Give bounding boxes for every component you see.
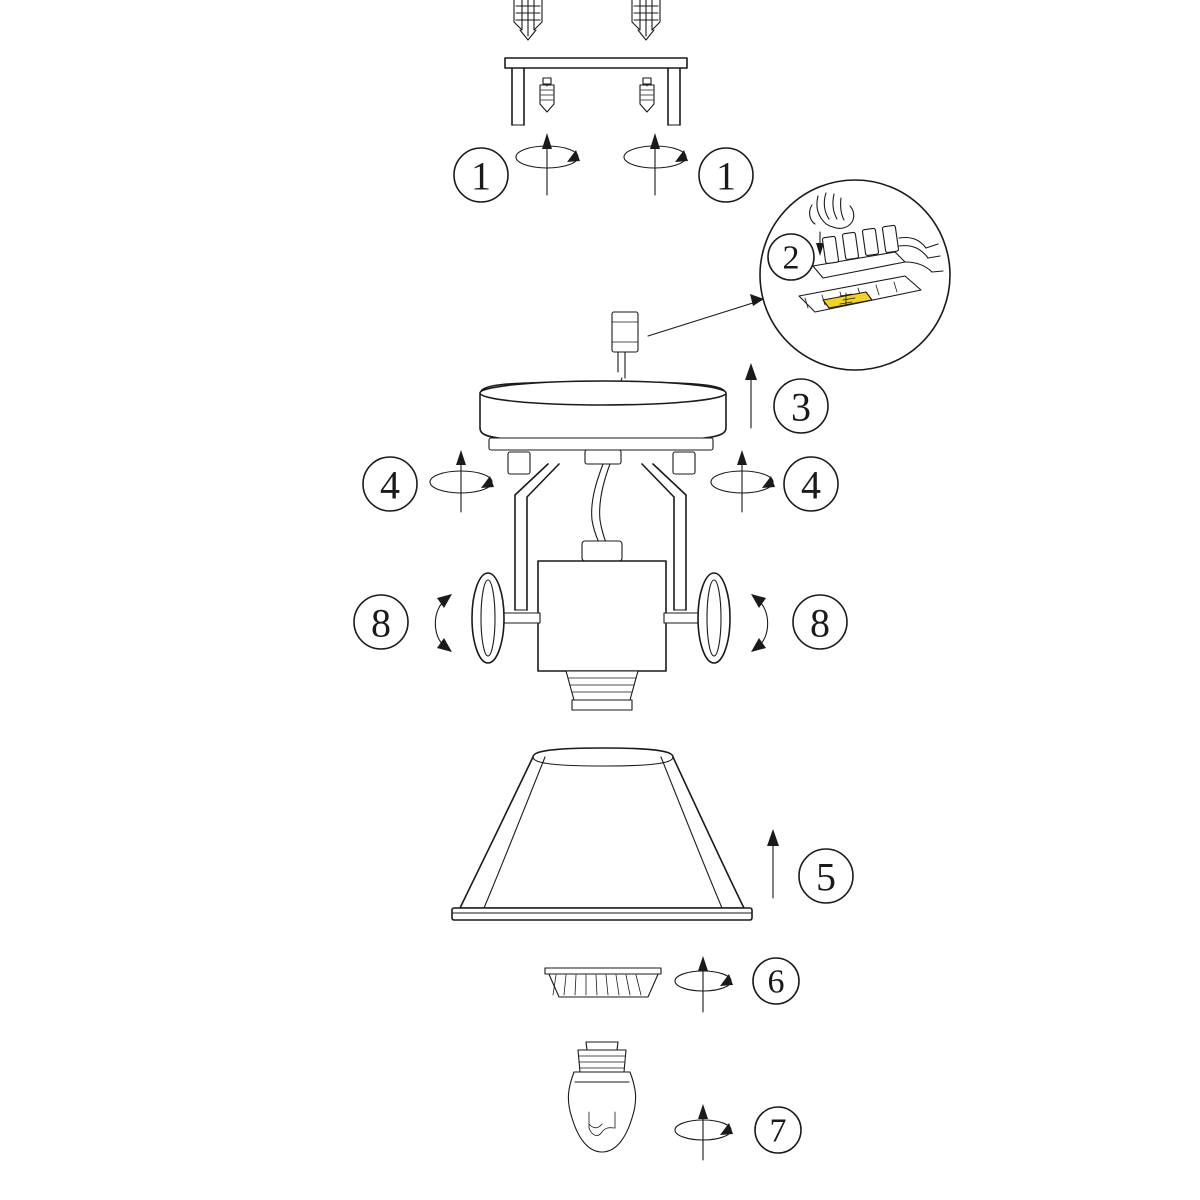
canopy-fixing-screw-right bbox=[673, 452, 695, 474]
callout-leader-line bbox=[648, 294, 764, 336]
wall-plug-right bbox=[632, 0, 660, 40]
step-1-right-arrow bbox=[624, 133, 688, 195]
pivot-knob-left bbox=[472, 573, 504, 663]
step-1-left-number: 1 bbox=[471, 153, 491, 199]
step-4-right-arrow bbox=[711, 450, 775, 512]
lamp-cable-2 bbox=[600, 464, 610, 545]
bracket-screw-left bbox=[540, 78, 554, 112]
lamp-shade bbox=[452, 748, 752, 920]
step-8-left-number: 8 bbox=[371, 600, 391, 646]
step-4-left-badge bbox=[363, 457, 417, 511]
step-6-number: 6 bbox=[767, 963, 785, 1001]
step-6-arrow bbox=[675, 956, 733, 1012]
step-8-right-number: 8 bbox=[810, 600, 830, 646]
step-2-number: 2 bbox=[782, 239, 800, 277]
step-1-right-number: 1 bbox=[716, 153, 736, 199]
lamp-head-body bbox=[538, 561, 666, 671]
pivot-knob-right bbox=[698, 573, 730, 663]
step-7-arrow bbox=[675, 1104, 733, 1160]
canopy-center-boss bbox=[585, 450, 621, 464]
step-7-number: 7 bbox=[769, 1112, 787, 1150]
step-8-left-badge bbox=[354, 595, 408, 649]
lamp-cable bbox=[592, 464, 603, 545]
step-4-right-badge bbox=[784, 457, 838, 511]
step-8-right-badge bbox=[793, 595, 847, 649]
bracket-screw-right bbox=[640, 78, 654, 112]
step-3-arrow bbox=[745, 363, 757, 428]
step-1-left-arrow bbox=[516, 133, 580, 195]
wall-plug-left bbox=[514, 0, 542, 40]
step-5-arrow bbox=[767, 829, 779, 898]
step-4-left-arrow bbox=[430, 450, 494, 512]
step-7-badge bbox=[755, 1107, 801, 1153]
connector-plug bbox=[612, 312, 638, 378]
canopy-fixing-screw-left bbox=[508, 452, 530, 474]
step-5-number: 5 bbox=[816, 854, 836, 900]
step-1-right-badge bbox=[699, 148, 753, 202]
cable-grip bbox=[582, 541, 622, 561]
lamp-head-axle-left bbox=[500, 613, 540, 623]
step-4-left-number: 4 bbox=[380, 462, 400, 508]
step-4-right-number: 4 bbox=[801, 462, 821, 508]
diffuser-ring bbox=[545, 968, 661, 997]
step-3-badge bbox=[774, 379, 828, 433]
step-8-left-arrow bbox=[435, 594, 452, 652]
mounting-bracket bbox=[505, 58, 687, 125]
step-3-number: 3 bbox=[791, 384, 811, 430]
lamp-socket bbox=[566, 671, 638, 710]
step-6-badge bbox=[753, 958, 799, 1004]
step-8-right-arrow bbox=[751, 594, 768, 652]
ceiling-canopy bbox=[480, 381, 726, 450]
light-bulb bbox=[568, 1042, 635, 1152]
step-1-left-badge bbox=[454, 148, 508, 202]
step-5-badge bbox=[799, 849, 853, 903]
step-2-badge bbox=[768, 234, 814, 280]
